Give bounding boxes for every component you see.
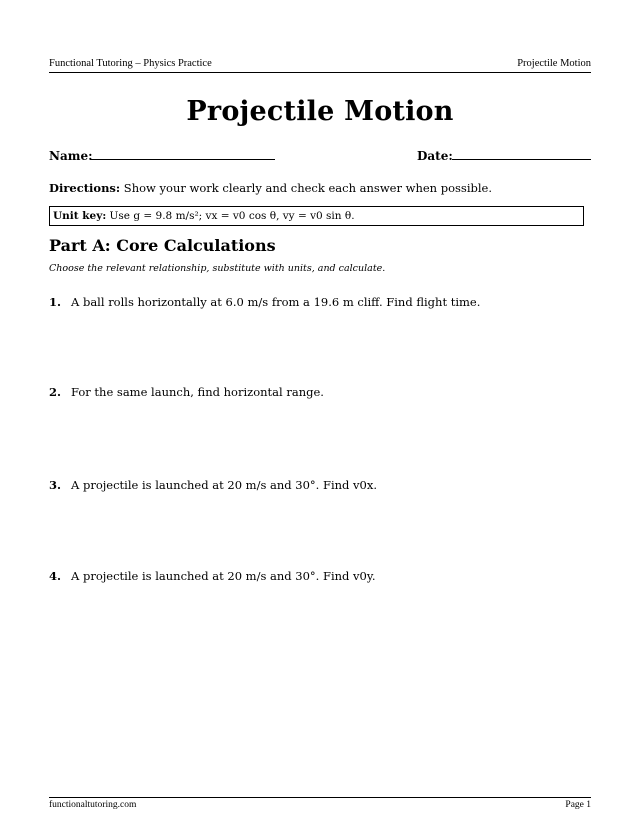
unit-key-label: Unit key: [53,210,107,222]
date-field-label: Date: [417,149,453,163]
question-number: 1. [49,295,62,309]
question-number: 4. [49,569,62,583]
question-2 [49,385,324,399]
directions-text: Show your work clearly and check each answer when possible. [120,181,493,195]
question-number: 3. [49,478,62,492]
unit-key-text: Use g = 9.8 m/s²; vx = v0 cos θ, vy = v0 sin θ. [106,210,355,222]
header-left: Functional Tutoring – Physics Practice [49,58,212,69]
name-blank-line [90,159,275,160]
footer-rule [49,797,591,798]
question-number: 2. [49,385,62,399]
header-right: Projectile Motion [517,58,591,69]
footer-website: functionaltutoring.com [49,800,137,810]
section-title: Part A: Core Calculations [49,236,276,255]
question-3 [49,478,377,492]
question-4 [49,569,376,583]
directions [49,181,492,195]
name-field-label: Name: [49,149,93,163]
question-text: A projectile is launched at 20 m/s and 30°. Find v0x. [71,478,378,492]
header-rule [49,72,591,73]
question-text: A projectile is launched at 20 m/s and 30°. Find v0y. [71,569,376,583]
question-text: For the same launch, find horizontal range. [71,385,324,399]
unit-key-box [49,206,584,226]
page-title: Projectile Motion [186,96,454,127]
question-text: A ball rolls horizontally at 6.0 m/s from a 19.6 m cliff. Find flight time. [71,295,481,309]
question-1 [49,295,480,309]
date-blank-line [452,159,591,160]
section-subtitle: Choose the relevant relationship, substitute with units, and calculate. [49,263,386,274]
directions-label: Directions: [49,181,121,195]
footer-page-number: Page 1 [565,800,591,810]
